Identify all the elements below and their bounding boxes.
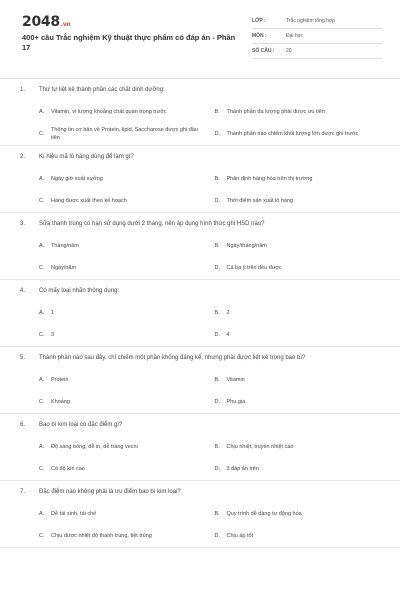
meta-label: LỚP : — [252, 18, 266, 24]
answer-options — [20, 436, 380, 480]
option-text: 4 — [226, 332, 230, 338]
option-text: Thời điểm sản xuất lô hàng — [226, 198, 294, 204]
answer-option[interactable] — [39, 525, 205, 547]
option-text: Tháng/năm — [51, 243, 79, 249]
answer-options — [20, 503, 380, 547]
document-title: 400+ câu Trắc nghiệm Kỹ thuật thực phẩm có đáp án - Phần 17 — [22, 33, 236, 52]
site-logo[interactable] — [22, 14, 70, 30]
meta-row-count — [252, 44, 382, 59]
answer-options — [20, 302, 380, 346]
answer-option[interactable] — [215, 324, 381, 346]
question-body: Thành phần nào sau đây, chỉ chiếm một phần không đáng kể, nhưng phải được liệt kê trong bao bì? — [39, 355, 306, 361]
option-text: Phụ gia — [226, 399, 246, 405]
option-letter: C. — [39, 131, 45, 137]
option-letter: C. — [39, 265, 45, 271]
option-text: Phân định hàng hóa trên thị trường — [226, 176, 313, 182]
question-body: Bao bì kim loại có đặc điểm gì? — [39, 422, 123, 428]
option-text: Vitamin, vi lượng khoáng chất quan trọng trước — [51, 109, 167, 115]
option-letter: B. — [214, 243, 220, 249]
document-meta — [252, 14, 382, 59]
question-text — [20, 152, 380, 162]
answer-option[interactable] — [39, 168, 205, 190]
option-letter: A. — [39, 176, 45, 182]
answer-option[interactable] — [215, 190, 381, 212]
answer-option[interactable] — [215, 458, 381, 480]
option-text: Quy trình dễ dàng tự động hóa — [226, 511, 302, 517]
logo-suffix: .vn — [60, 21, 71, 28]
question-item — [0, 414, 400, 481]
option-letter: B. — [214, 176, 220, 182]
answer-option[interactable] — [215, 101, 381, 123]
option-letter: D. — [214, 466, 220, 472]
option-text: 3 — [51, 332, 55, 338]
answer-option[interactable] — [39, 324, 205, 346]
answer-option[interactable] — [39, 123, 205, 145]
option-letter: C. — [39, 466, 45, 472]
answer-option[interactable] — [39, 235, 205, 257]
option-letter: A. — [39, 511, 45, 517]
option-text: Chịu áp tốt — [226, 533, 254, 539]
answer-option[interactable] — [215, 503, 381, 525]
option-letter: D. — [214, 131, 220, 137]
question-text — [20, 286, 380, 296]
option-letter: D. — [214, 198, 220, 204]
option-letter: A. — [39, 310, 45, 316]
option-letter: D. — [214, 265, 220, 271]
option-text: Ngày/năm — [51, 265, 77, 271]
answer-option[interactable] — [215, 235, 381, 257]
option-letter: C. — [39, 399, 45, 405]
question-body: Đặc điểm nào không phải là ưu điểm bao bì kim loại? — [39, 489, 181, 495]
question-list — [0, 79, 400, 548]
option-text: 3 đáp án trên — [226, 466, 259, 472]
answer-option[interactable] — [39, 503, 205, 525]
question-text — [20, 420, 380, 430]
option-text: Có độ kín cao — [51, 466, 85, 472]
answer-options — [20, 168, 380, 212]
option-letter: C. — [39, 533, 45, 539]
option-text: Chịu được nhiệt độ thanh trùng, tiệt trùng — [51, 533, 152, 539]
answer-option[interactable] — [39, 436, 205, 458]
option-letter: B. — [214, 109, 220, 115]
option-text: Dễ tái sinh, tái chế — [51, 511, 97, 517]
option-letter: A. — [39, 109, 45, 115]
meta-value: Đại học — [286, 33, 303, 39]
option-text: Độ sáng bóng, dễ in, dễ tráng vecni — [51, 444, 138, 450]
answer-options — [20, 235, 380, 279]
option-text: Hàng được xuất theo kế hoạch — [51, 198, 127, 204]
option-letter: B. — [214, 444, 220, 450]
question-body: Kí hiệu mã lô hàng dùng để làm gì? — [39, 154, 134, 160]
meta-row-class — [252, 14, 382, 29]
answer-option[interactable] — [215, 391, 381, 413]
option-text: Thông tin cơ bản về Protein, lipid, Saccharose được ghi đầu tiên — [51, 127, 198, 141]
option-letter: C. — [39, 332, 45, 338]
option-text: Thành phần đa lượng phải được ưu tiên — [226, 109, 325, 115]
page-header — [0, 0, 400, 72]
question-item — [0, 280, 400, 347]
question-number: 3. — [20, 221, 26, 227]
answer-options — [20, 369, 380, 413]
option-letter: D. — [214, 533, 220, 539]
option-letter: A. — [39, 377, 45, 383]
answer-option[interactable] — [39, 369, 205, 391]
question-item — [0, 347, 400, 414]
answer-option[interactable] — [215, 525, 381, 547]
option-text: 1 — [51, 310, 55, 316]
question-item — [0, 79, 400, 146]
question-body: Có mấy loại nhãn thông dụng: — [39, 288, 120, 294]
answer-option[interactable] — [39, 190, 205, 212]
question-number: 7. — [20, 489, 26, 495]
option-letter: A. — [39, 444, 45, 450]
option-letter: D. — [214, 399, 220, 405]
option-text: Ngày giờ xuất xưởng — [51, 176, 103, 182]
answer-option[interactable] — [39, 458, 205, 480]
answer-option[interactable] — [39, 391, 205, 413]
question-text — [20, 487, 380, 497]
answer-option[interactable] — [215, 168, 381, 190]
answer-option[interactable] — [39, 101, 205, 123]
option-text: Vitamin — [226, 377, 245, 383]
option-letter: D. — [214, 332, 220, 338]
option-text: Khoáng — [51, 399, 70, 405]
option-letter: C. — [39, 198, 45, 204]
question-number: 2. — [20, 154, 26, 160]
question-text — [20, 85, 380, 95]
answer-option[interactable] — [39, 257, 205, 279]
logo-text: 2048 — [22, 14, 60, 30]
answer-option[interactable] — [215, 436, 381, 458]
option-text: 2 — [226, 310, 230, 316]
question-number: 5. — [20, 355, 26, 361]
option-text: Ngày/tháng/năm — [226, 243, 267, 249]
question-text — [20, 219, 380, 229]
question-item — [0, 146, 400, 213]
meta-value: 20 — [286, 48, 292, 54]
question-body: Thứ tự liệt kê thành phần các chất dinh dưỡng: — [39, 87, 165, 93]
meta-value: Trắc nghiệm tổng hợp — [286, 18, 335, 24]
question-item — [0, 213, 400, 280]
answer-options — [20, 101, 380, 145]
question-text — [20, 353, 380, 363]
meta-label: MÔN : — [252, 33, 267, 39]
answer-option[interactable] — [39, 302, 205, 324]
question-item — [0, 481, 400, 548]
option-letter: B. — [214, 511, 220, 517]
question-number: 6. — [20, 422, 26, 428]
answer-option[interactable] — [215, 123, 381, 145]
answer-option[interactable] — [215, 257, 381, 279]
question-body: Sữa thanh trùng có hạn sử dụng dưới 2 tháng, nên áp dụng hình thức ghi HSD nào? — [39, 221, 265, 227]
option-text: Cả ba ý trên đều được — [226, 265, 282, 271]
option-letter: B. — [214, 377, 220, 383]
answer-option[interactable] — [215, 369, 381, 391]
option-letter: A. — [39, 243, 45, 249]
option-text: Thành phần nào chiếm khối lượng lớn được ghi trước — [226, 131, 359, 137]
answer-option[interactable] — [215, 302, 381, 324]
option-letter: B. — [214, 310, 220, 316]
meta-label: SỐ CÂU : — [252, 48, 275, 54]
question-number: 4. — [20, 288, 26, 294]
question-number: 1. — [20, 87, 26, 93]
option-text: Chịu nhiệt, truyền nhiệt cao — [226, 444, 294, 450]
meta-row-subject — [252, 29, 382, 44]
option-text: Protein — [51, 377, 69, 383]
